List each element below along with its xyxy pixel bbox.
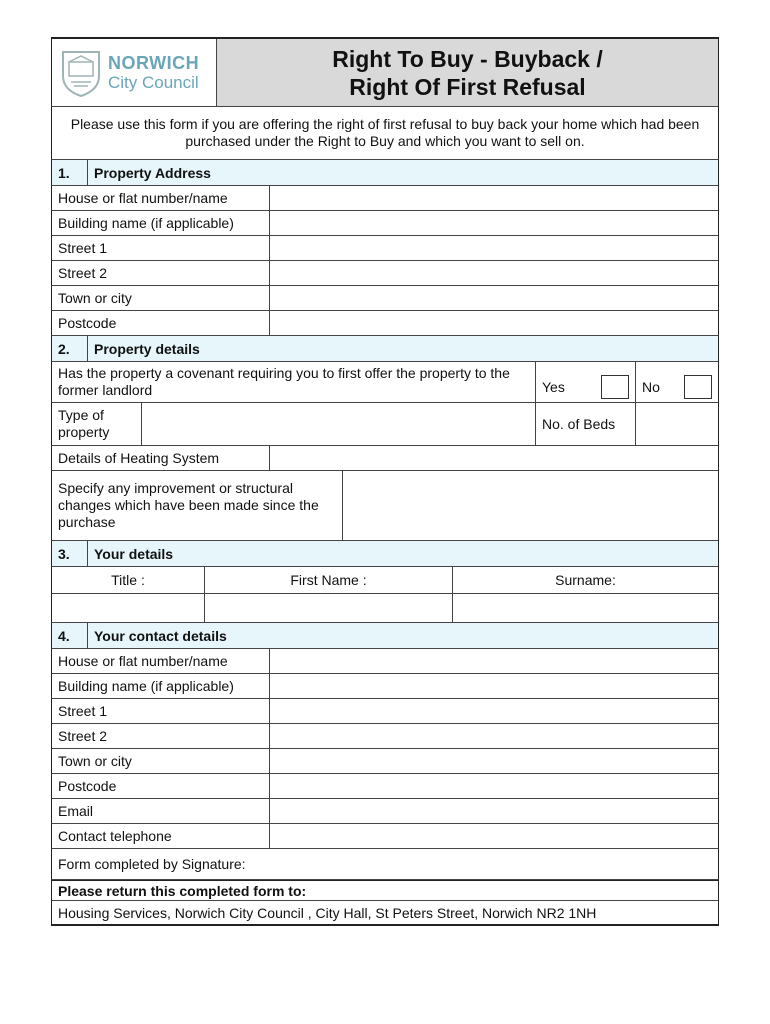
no-option	[636, 362, 718, 402]
contact-house-input[interactable]	[270, 649, 718, 673]
field-label: Building name (if applicable)	[52, 674, 270, 698]
intro-row	[51, 107, 719, 160]
street1-input[interactable]	[270, 236, 718, 260]
council-logo	[52, 39, 217, 106]
return-label: Please return this completed form to:	[58, 882, 307, 899]
no-label: No	[642, 379, 660, 395]
section-3-header	[51, 541, 719, 567]
surname-col-label: Surname:	[555, 572, 616, 588]
contact-row-street2	[51, 724, 719, 749]
signature-label: Form completed by Signature:	[58, 856, 246, 872]
heating-row	[51, 446, 719, 471]
field-label: Town or city	[52, 749, 270, 773]
field-label: Contact telephone	[52, 824, 270, 848]
section-4-header	[51, 623, 719, 649]
field-label: Postcode	[52, 774, 270, 798]
building-input[interactable]	[270, 211, 718, 235]
return-label-row	[51, 880, 719, 901]
contact-town-input[interactable]	[270, 749, 718, 773]
field-label: House or flat number/name	[52, 649, 270, 673]
address-row-postcode	[51, 311, 719, 336]
logo-text-norwich: NORWICH	[108, 52, 200, 73]
form-title	[217, 39, 718, 106]
contact-street2-input[interactable]	[270, 724, 718, 748]
contact-postcode-input[interactable]	[270, 774, 718, 798]
covenant-question: Has the property a covenant requiring you to first offer the property to the former landlord	[52, 362, 536, 402]
contact-row-building	[51, 674, 719, 699]
email-input[interactable]	[270, 799, 718, 823]
contact-row-email	[51, 799, 719, 824]
address-row-house	[51, 186, 719, 211]
name-headers-row	[51, 567, 719, 594]
heating-label: Details of Heating System	[52, 446, 270, 470]
section-number: 4.	[52, 623, 88, 648]
section-title: Your contact details	[94, 627, 227, 644]
field-label: Email	[52, 799, 270, 823]
field-label: House or flat number/name	[52, 186, 270, 210]
title-col-label: Title :	[52, 567, 205, 593]
street2-input[interactable]	[270, 261, 718, 285]
contact-row-town	[51, 749, 719, 774]
address-row-building	[51, 211, 719, 236]
yes-checkbox[interactable]	[601, 375, 629, 399]
section-1-header	[51, 160, 719, 186]
house-input[interactable]	[270, 186, 718, 210]
heating-input[interactable]	[270, 446, 718, 470]
field-label: Town or city	[52, 286, 270, 310]
address-row-street2	[51, 261, 719, 286]
beds-input[interactable]	[636, 403, 718, 445]
no-checkbox[interactable]	[684, 375, 712, 399]
field-label: Building name (if applicable)	[52, 211, 270, 235]
return-address: Housing Services, Norwich City Council , City Hall, St Peters Street, Norwich NR2 1NH	[58, 904, 597, 921]
section-number: 2.	[52, 336, 88, 361]
type-beds-row	[51, 403, 719, 446]
intro-text: Please use this form if you are offering the right of first refusal to buy back your home which had been purchased under the Right to Buy and which you want to sell on.	[70, 116, 700, 149]
section-title: Property Address	[94, 164, 211, 181]
town-input[interactable]	[270, 286, 718, 310]
improvements-input[interactable]	[343, 471, 718, 540]
contact-row-postcode	[51, 774, 719, 799]
logo-text-city-council: City Council	[108, 72, 199, 92]
surname-input[interactable]	[453, 594, 718, 622]
title-line-2: Right Of First Refusal	[349, 73, 586, 100]
crest-icon	[60, 48, 102, 98]
field-label: Street 2	[52, 724, 270, 748]
name-inputs-row	[51, 594, 719, 623]
section-title: Property details	[94, 340, 200, 357]
first-name-input[interactable]	[205, 594, 453, 622]
contact-row-house	[51, 649, 719, 674]
contact-building-input[interactable]	[270, 674, 718, 698]
section-title: Your details	[94, 545, 174, 562]
field-label: Street 2	[52, 261, 270, 285]
improvements-row	[51, 471, 719, 541]
contact-row-street1	[51, 699, 719, 724]
postcode-input[interactable]	[270, 311, 718, 335]
section-number: 3.	[52, 541, 88, 566]
signature-row[interactable]	[51, 849, 719, 880]
improvements-label: Specify any improvement or structural changes which have been made since the purchase	[52, 471, 343, 540]
type-label: Type of property	[52, 403, 142, 445]
type-input[interactable]	[142, 403, 536, 445]
field-label: Postcode	[52, 311, 270, 335]
first-name-col-label: First Name :	[205, 567, 453, 593]
telephone-input[interactable]	[270, 824, 718, 848]
section-number: 1.	[52, 160, 88, 185]
beds-label: No. of Beds	[536, 403, 636, 445]
yes-option	[536, 362, 636, 402]
field-label: Street 1	[52, 236, 270, 260]
section-2-header	[51, 336, 719, 362]
contact-row-telephone	[51, 824, 719, 849]
title-input[interactable]	[52, 594, 205, 622]
form-header	[51, 37, 719, 107]
address-row-town	[51, 286, 719, 311]
address-row-street1	[51, 236, 719, 261]
yes-label: Yes	[542, 379, 565, 395]
title-line-1: Right To Buy - Buyback /	[332, 45, 603, 72]
contact-street1-input[interactable]	[270, 699, 718, 723]
covenant-row	[51, 362, 719, 403]
right-to-buy-form	[51, 37, 719, 926]
field-label: Street 1	[52, 699, 270, 723]
return-address-row	[51, 901, 719, 926]
